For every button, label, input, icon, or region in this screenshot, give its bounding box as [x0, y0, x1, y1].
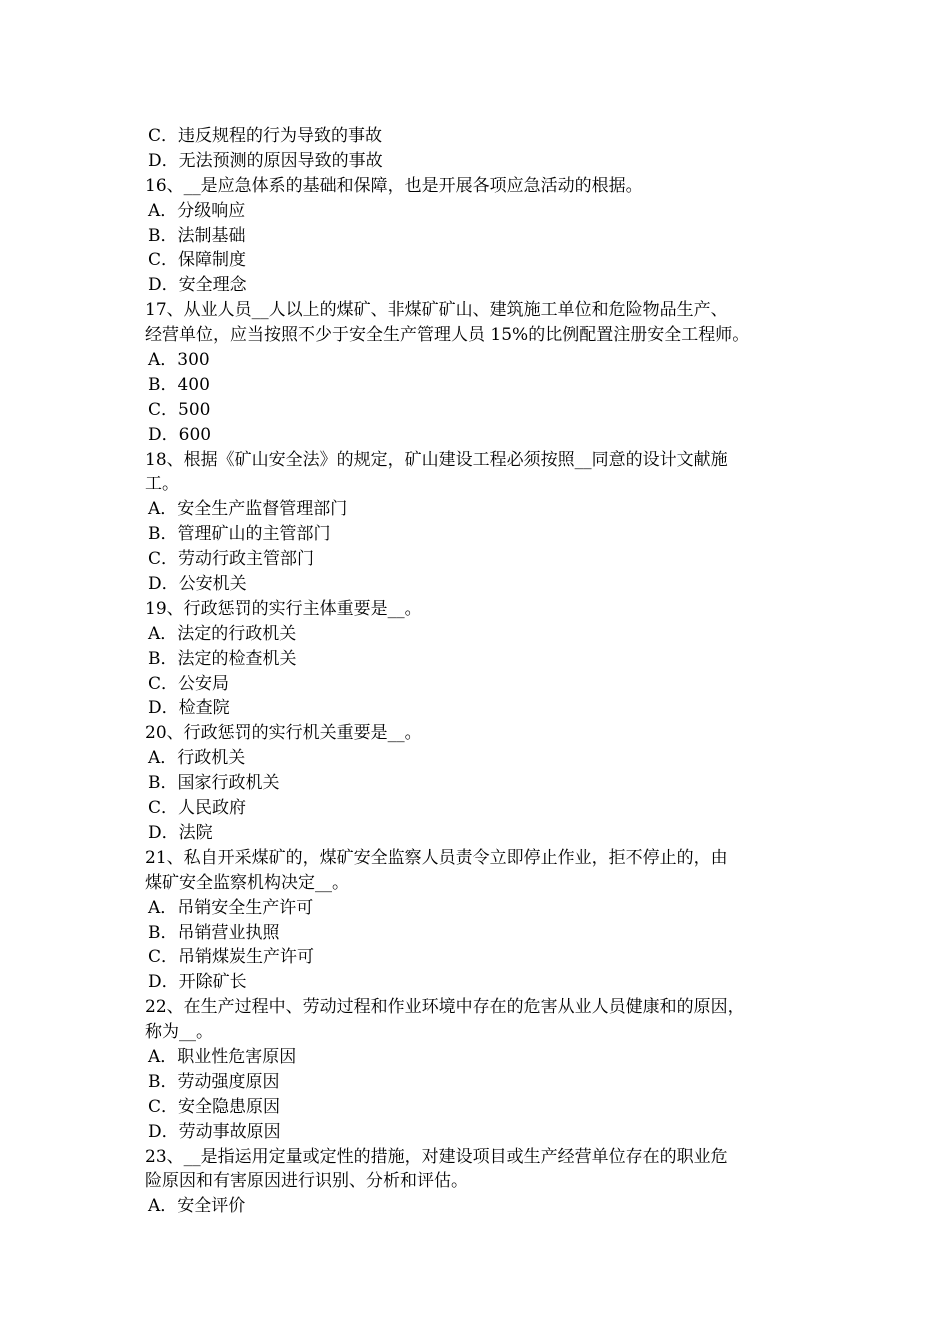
answer-option-line: A．300 [148, 350, 210, 371]
answer-option-line: D．600 [148, 424, 212, 445]
answer-option-line: C．公安局 [148, 673, 230, 694]
answer-option-line: C．违反规程的行为导致的事故 [148, 126, 383, 146]
answer-option-line: A．分级响应 [148, 200, 246, 221]
answer-option-line: A．法定的行政机关 [148, 623, 297, 644]
answer-option-line: B．管理矿山的主管部门 [148, 524, 331, 545]
answer-option-line: B．劳动强度原因 [148, 1071, 280, 1092]
answer-option-line: B．法制基础 [148, 225, 246, 246]
question-text-line: 工。 [145, 474, 179, 495]
answer-option-line: A．安全生产监督管理部门 [148, 499, 348, 520]
answer-option-line: A．职业性危害原因 [148, 1046, 297, 1067]
answer-option-line: C．安全隐患原因 [148, 1096, 281, 1117]
answer-option-line: D．无法预测的原因导致的事故 [148, 150, 383, 171]
question-text-line: 23、__是指运用定量或定性的措施，对建设项目或生产经营单位存在的职业危 [145, 1146, 728, 1167]
question-text-line: 煤矿安全监察机构决定__。 [145, 872, 349, 893]
answer-option-line: B．吊销营业执照 [148, 922, 280, 943]
answer-option-line: D．检查院 [148, 698, 230, 719]
answer-option-line: C．500 [148, 399, 211, 420]
answer-option-line: D．公安机关 [148, 574, 247, 595]
answer-option-line: A．吊销安全生产许可 [148, 897, 314, 918]
answer-option-line: B．国家行政机关 [148, 773, 280, 794]
answer-option-line: A．安全评价 [148, 1196, 246, 1217]
answer-option-line: C．吊销煤炭生产许可 [148, 947, 315, 968]
answer-option-line: C．保障制度 [148, 250, 247, 271]
answer-option-line: C．人民政府 [148, 798, 247, 819]
question-text-line: 16、__是应急体系的基础和保障，也是开展各项应急活动的根据。 [145, 175, 643, 196]
question-text-line: 称为__。 [145, 1022, 213, 1043]
question-text-line: 21、私自开采煤矿的，煤矿安全监察人员责令立即停止作业，拒不停止的，由 [145, 847, 728, 868]
question-text-line: 22、在生产过程中、劳动过程和作业环境中存在的危害从业人员健康和的原因， [145, 997, 745, 1018]
answer-option-line: D．开除矿长 [148, 972, 247, 993]
answer-option-line: B．400 [148, 374, 210, 395]
answer-option-line: D．安全理念 [148, 275, 247, 296]
question-text-body [145, 124, 825, 1219]
answer-option-line: C．劳动行政主管部门 [148, 549, 315, 570]
question-text-line: 19、行政惩罚的实行主体重要是__。 [145, 598, 422, 619]
answer-option-line: B．法定的检查机关 [148, 648, 297, 669]
question-text-line: 20、行政惩罚的实行机关重要是__。 [145, 723, 422, 744]
question-text-line: 17、从业人员__人以上的煤矿、非煤矿矿山、建筑施工单位和危险物品生产、 [145, 300, 728, 321]
answer-option-line: D．劳动事故原因 [148, 1121, 281, 1142]
question-text-line: 18、根据《矿山安全法》的规定，矿山建设工程必须按照__同意的设计文献施 [145, 449, 728, 470]
answer-option-line: A．行政机关 [148, 748, 246, 769]
answer-option-line: D．法院 [148, 822, 213, 843]
question-text-line: 经营单位，应当按照不少于安全生产管理人员 15%的比例配置注册安全工程师。 [145, 325, 750, 346]
question-text-line: 险原因和有害原因进行识别、分析和评估。 [145, 1171, 468, 1192]
